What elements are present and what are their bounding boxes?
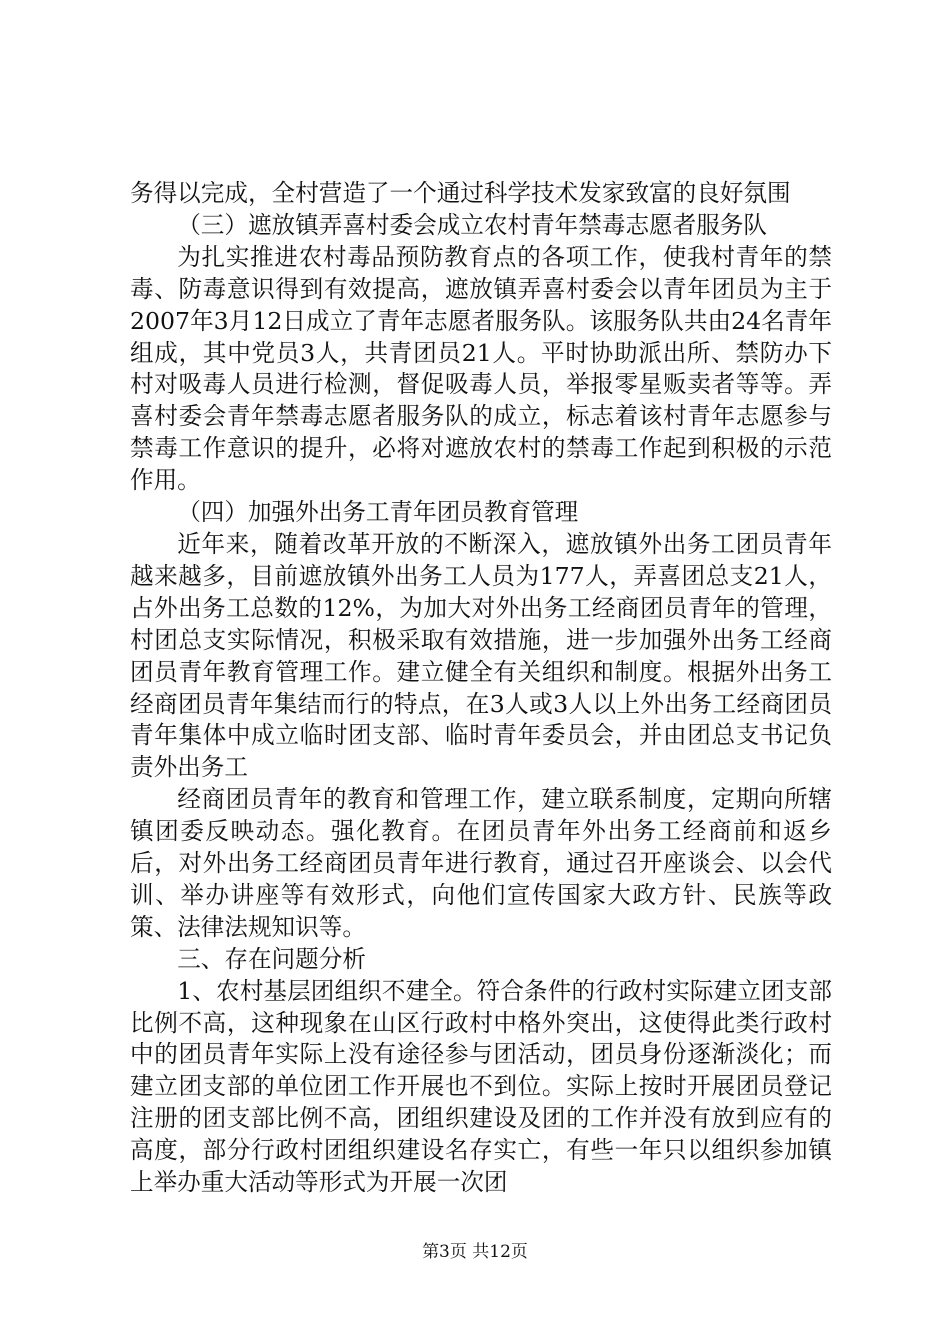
paragraph-volunteer-team: 为扎实推进农村毒品预防教育点的各项工作，使我村青年的禁毒、防毒意识得到有效提高，遮放镇弄喜村委会以青年团员为主于2007年3月12日成立了青年志愿者服务队。该服务队共由24名青年组成，其中党员3人，共青团员21人。平时协助派出所、禁防办下村对吸毒人员进行检测，督促吸毒人员，举报零星贩卖者等等。弄喜村委会青年禁毒志愿者服务队的成立，标志着该村青年志愿参与禁毒工作意识的提升，必将对遮放农村的禁毒工作起到积极的示范作用。 [130,242,832,495]
paragraph-continuation: 务得以完成，全村营造了一个通过科学技术发家致富的良好氛围 [130,179,791,207]
page-footer: 第3页 共12页 [422,1242,528,1262]
paragraph-migrant-workers: 近年来，随着改革开放的不断深入，遮放镇外出务工团员青年越来越多，目前遮放镇外出务工人员为177人，弄喜团总支21人，占外出务工总数的12%，为加大对外出务工经商团员青年的管理，村团总支实际情况，积极采取有效措施，进一步加强外出务工经商团员青年教育管理工作。建立健全有关组织和制度。根据外出务工经商团员青年集结而行的特点，在3人或3人以上外出务工经商团员青年集体中成立临时团支部、临时青年委员会，并由团总支书记负责外出务工 [130,529,832,782]
section-heading-problems: 三、存在问题分析 [177,944,366,973]
section-heading-4: （四）加强外出务工青年团员教育管理 [177,498,579,527]
paragraph-education-management: 经商团员青年的教育和管理工作，建立联系制度，定期向所辖镇团委反映动态。强化教育。在团员青年外出务工经商前和返乡后，对外出务工经商团员青年进行教育，通过召开座谈会、以会代训、举办讲座等有效形式，向他们宣传国家大政方针、民族等政策、法律法规知识等。 [130,785,832,941]
section-heading-3: （三）遮放镇弄喜村委会成立农村青年禁毒志愿者服务队 [177,210,768,239]
document-body [130,178,832,1199]
paragraph-problem-1: 1、农村基层团组织不建全。符合条件的行政村实际建立团支部比例不高，这种现象在山区行政村中格外突出，这使得此类行政村中的团员青年实际上没有途径参与团活动，团员身份逐渐淡化；而建立团支部的单位团工作开展也不到位。实际上按时开展团员登记注册的团支部比例不高，团组织建设及团的工作并没有放到应有的高度，部分行政村团组织建设名存实亡，有些一年只以组织参加镇上举办重大活动等形式为开展一次团 [130,976,832,1197]
